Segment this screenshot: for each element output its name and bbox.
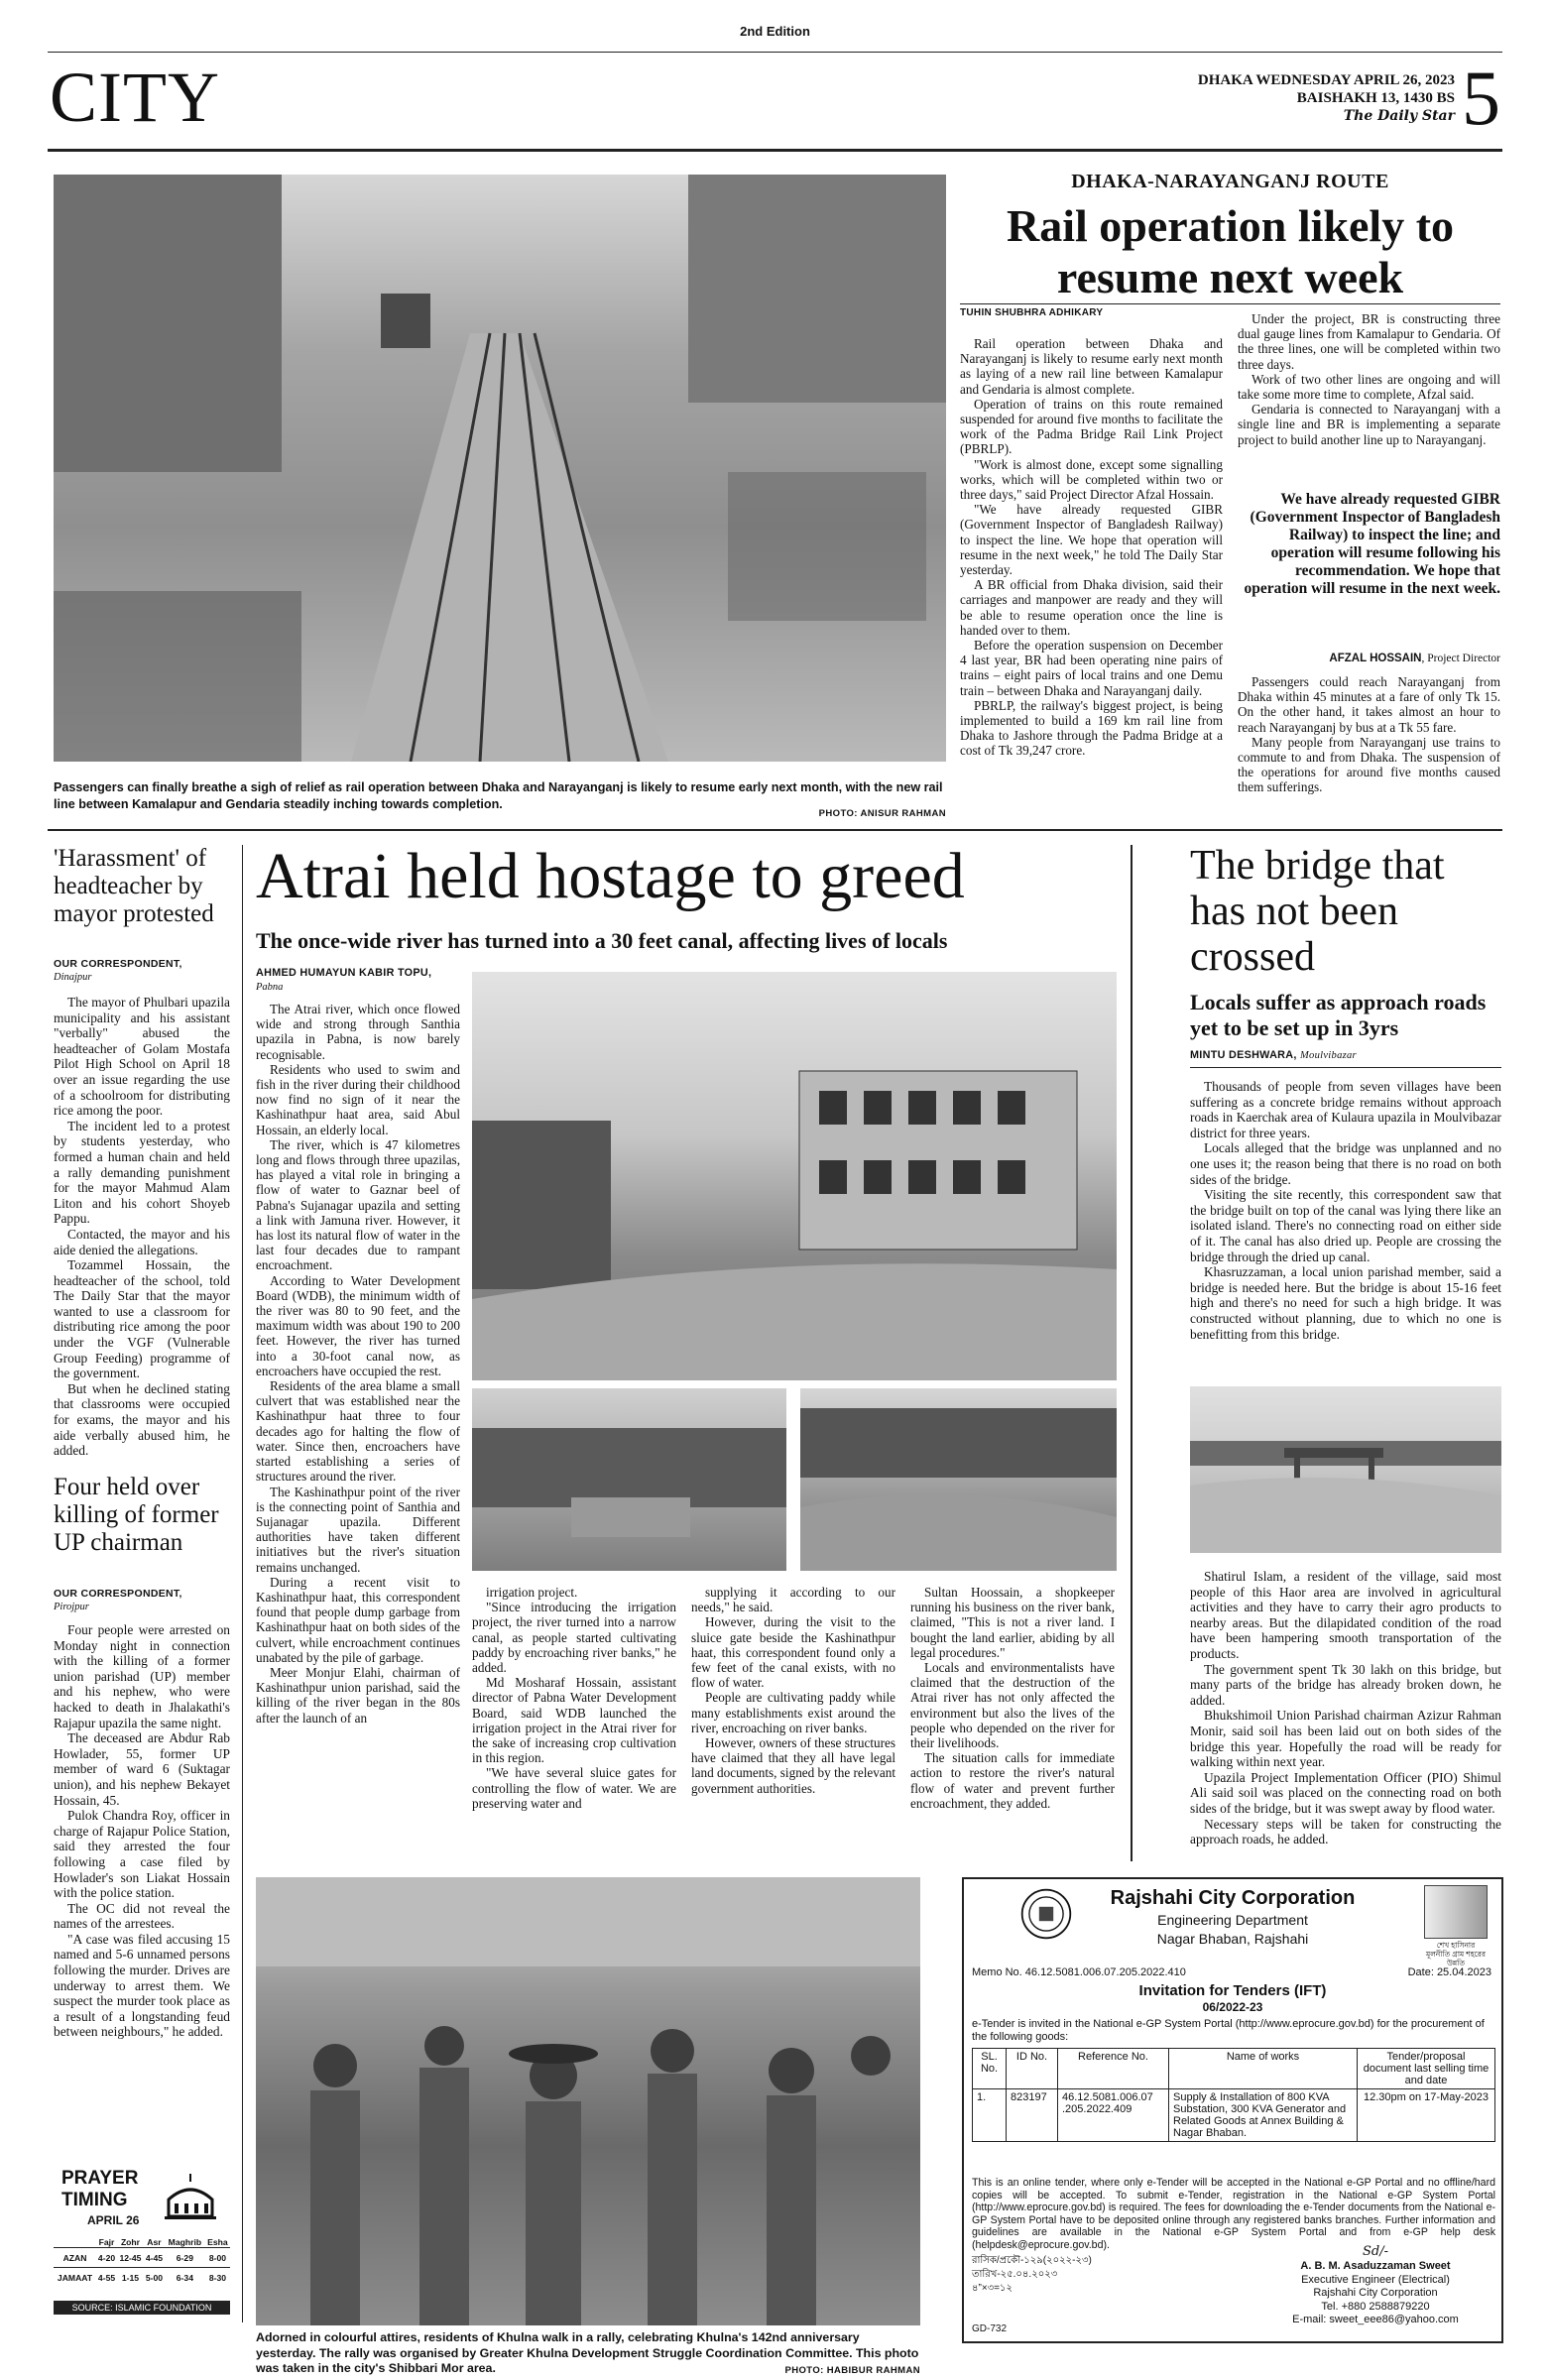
paragraph: Sultan Hoossain, a shopkeeper running his business on the river bank, claimed, "This is not a river land. I bought the land earlier, abiding by all legal procedures." [910, 1585, 1115, 1660]
paragraph: The incident led to a protest by students yesterday, who formed a human chain and held a rally demanding punishment for the mayor Mahmud Alam Liton and his cohort Shoyeb Pappu. [54, 1118, 230, 1227]
rail-headline: Rail operation likely to resume next week [1006, 200, 1455, 302]
tender-table [972, 2048, 1495, 2142]
prayer-cell: JAMAAT [57, 2272, 93, 2283]
tender-th: ID No. [1007, 2049, 1058, 2089]
paragraph: Tozammel Hossain, the headteacher of the school, told The Daily Star that the mayor wanted to use a classroom for distributing rice among the poor under the VGF (Vulnerable Group Feeding) programme of the government. [54, 1257, 230, 1381]
paragraph: Md Mosharaf Hossain, assistant director of Pabna Water Development Board, said WDB launched the irrigation project in the Atrai river for the sake of increasing crop cultivation in this region. [472, 1675, 676, 1766]
paragraph: Work of two other lines are ongoing and will take some more time to complete, Afzal said. [1238, 371, 1500, 403]
prayer-cell: AZAN [62, 2252, 87, 2263]
paragraph: Upazila Project Implementation Officer (PIO) Shimul Ali said soil was placed on the connecting road on both sides of the bridge, but it was swept away by flood water. [1190, 1769, 1501, 1816]
paragraph: Locals alleged that the bridge was unplanned and no one uses it; the reason being that there is no road on both sides of the bridge. [1190, 1140, 1501, 1187]
prayer-th: Fajr [98, 2237, 115, 2247]
tender-number: 06/2022-23 [1202, 2000, 1263, 2014]
header-top-rule [48, 52, 1502, 53]
rail-photo-credit: PHOTO: ANISUR RAHMAN [818, 808, 946, 819]
bridge-place: Moulvibazar [1299, 1050, 1357, 1061]
killing-headline: Four held over killing of former UP chairman [54, 1474, 219, 1556]
atrai-main-scene [472, 972, 1117, 1380]
tender-footer-text: This is an online tender, where only e-Tender will be accepted in the National e-GP Portal and no offline/hard copies will be accepted. To submit e-Tender, registration in the National e-GP System Portal (http://www.eprocure.gov.bd) is required. The fees for downloading the e-Tender documents from the National e-GP System Portal have to be deposited online through any registered banks branches. Further information and guidelines are available in the National e-GP System Portal and from e-GP help desk (helpdesk@eprocure.gov.bd). [972, 2177, 1495, 2251]
prayer-cell: 6-34 [176, 2272, 193, 2283]
atrai-left-scene [472, 1388, 786, 1571]
bridge-headline: The bridge that has not been crossed [1190, 843, 1445, 980]
killing-place: Pirojpur [54, 1602, 89, 1612]
bridge-author: MINTU DESHWARA, [1190, 1049, 1297, 1061]
atrai-right-scene [800, 1388, 1117, 1571]
quote-name: AFZAL HOSSAIN [1329, 653, 1422, 664]
signer-org: Rajshahi City Corporation [1313, 2287, 1438, 2299]
rail-column-2b [1238, 674, 1500, 795]
tender-cell: Supply & Installation of 800 KVA Substation, 300 KVA Generator and Related Goods at Annex Building & Nagar Bhaban. [1169, 2089, 1358, 2142]
rail-quote-attribution [1238, 653, 1500, 664]
prayer-cell: 4-20 [97, 2252, 116, 2263]
bridge-scene [1190, 1386, 1501, 1553]
signer-title: Executive Engineer (Electrical) [1301, 2273, 1450, 2286]
prayer-title-2: TIMING [61, 2190, 128, 2210]
paragraph: The Atrai river, which once flowed wide and strong through Santhia upazila in Pabna, is now barely recognisable. [256, 1002, 460, 1062]
atrai-column-3 [691, 1585, 895, 1796]
paragraph: "We have several sluice gates for controlling the flow of water. We are preserving water and [472, 1765, 676, 1811]
tender-signature: Sd/- [1363, 2244, 1388, 2259]
paragraph: The situation calls for immediate action to restore the river's natural flow of water and prevent further encroachment, they added. [910, 1750, 1115, 1811]
tender-signer-block [1261, 2260, 1490, 2327]
tender-th: Reference No. [1058, 2049, 1169, 2089]
bangla-ref-3: ৪”×৩=১২ [972, 2283, 1013, 2294]
header-bottom-rule [48, 149, 1502, 152]
paragraph: "Since introducing the irrigation project, the river turned into a narrow canal, as people started cultivating paddy by encroaching river banks," he added. [472, 1600, 676, 1676]
rail-photo-caption: Passengers can finally breathe a sigh of relief as rail operation between Dhaka and Narayanganj is likely to resume early next month, with the new rail line between Kamalapur and Gendaria steadily inching towards completion. [54, 780, 943, 811]
prayer-cell: 12-45 [119, 2252, 142, 2263]
harass-headline: 'Harassment' of headteacher by mayor protested [54, 845, 214, 927]
tender-code: GD-732 [972, 2323, 1008, 2334]
paragraph: PBRLP, the railway's biggest project, is being implemented to build a 169 km rail line from Dhaka to Jashore through the Padma Bridge at a cost of Tk 39,247 crore. [960, 697, 1223, 759]
pm-caption: শেখ হাসিনার মূলনীতি গ্রাম শহরের উন্নতি [1426, 1941, 1486, 1967]
prayer-box [54, 2168, 230, 2317]
bridge-photo [1190, 1386, 1501, 1553]
prayer-th: Asr [147, 2237, 162, 2247]
section-title: CITY [50, 58, 220, 137]
prayer-cell: 1-15 [121, 2272, 140, 2283]
dateline-bangla: BAISHAKH 13, 1430 BS [1296, 90, 1455, 106]
bridge-body-1 [1190, 1079, 1501, 1342]
paragraph: Residents of the area blame a small culvert that was established near the Kashinathpur haat three to four decades ago for halting the flow of water. Since then, encroachers have started establishing a series of structures around the river. [256, 1378, 460, 1485]
paragraph: A BR official from Dhaka division, said their carriages and manpower are ready and they will be able to resume operation once the line is handed over to them. [960, 577, 1223, 638]
rail-kicker: DHAKA-NARAYANGANJ ROUTE [1071, 171, 1389, 192]
rail-column-1 [960, 336, 1223, 759]
atrai-byline: AHMED HUMAYUN KABIR TOPU, [256, 967, 432, 979]
prayer-th: Esha [207, 2237, 228, 2247]
prayer-azan-row [54, 2248, 230, 2268]
paragraph: Four people were arrested on Monday night in connection with the killing of a former union parishad (UP) member and his nephew, who were hacked to death in Jhalakathi's Rajapur upazila the same night. [54, 1622, 230, 1730]
tender-bangla-ref [972, 2254, 1092, 2296]
prayer-th: Zohr [120, 2237, 141, 2247]
prayer-table [54, 2237, 230, 2288]
prayer-cell: 6-29 [176, 2252, 193, 2263]
prayer-cell: 4-45 [145, 2252, 164, 2263]
paragraph: During a recent visit to Kashinathpur haat, this correspondent found that people dump garbage from Kashinathpur haat on both sides of the culvert, while encroachment continues unabated by the pile of garbage. [256, 1574, 460, 1665]
prayer-date: APRIL 26 [87, 2213, 140, 2227]
paragraph: The mayor of Phulbari upazila municipality and his assistant "verbally" abused the headteacher of Golam Mostafa Pilot High School on April 18 over an issue regarding the use of a schoolroom for distributing rice among the poor. [54, 995, 230, 1119]
tender-org: Rajshahi City Corporation [1110, 1887, 1356, 1909]
paragraph: Meer Monjur Elahi, chairman of Kashinathpur union parishad, said the killing of the river began in the 80s after the launch of an [256, 1664, 460, 1726]
dateline [1198, 71, 1455, 125]
mid-section-rule [48, 829, 1502, 831]
paragraph: Shatirul Islam, a resident of the village, said most people of this Haor area are involved in agricultural activities and they have to carry their agro products to nearby areas. But the dilapidated condition of the road have been hampering smooth transportation of the products. [1190, 1569, 1501, 1661]
prayer-cell: 4-55 [97, 2272, 116, 2283]
atrai-photo-right [800, 1388, 1117, 1571]
atrai-headline: Atrai held hostage to greed [256, 840, 965, 912]
paragraph: "A case was filed accusing 15 named and 5-6 unnamed persons following the murder. Drives are underway to arrest them. We suspect the murder took place as a result of a longstanding feud between neighbours," he added. [54, 1931, 230, 2040]
paragraph: Necessary steps will be taken for constructing the approach roads, he added. [1190, 1816, 1501, 1847]
paragraph: "Work is almost done, except some signalling works, which will be completed within two or three days," said Project Director Afzal Hossain. [960, 456, 1223, 503]
paragraph: irrigation project. [486, 1585, 578, 1600]
bridge-subhead: Locals suffer as approach roads yet to be set up in 3yrs [1190, 990, 1487, 1040]
rail-byline: TUHIN SHUBHRA ADHIKARY [960, 307, 1104, 318]
tender-memo: Memo No. 46.12.5081.006.07.205.2022.410 [972, 1966, 1186, 1978]
killing-body [54, 1622, 230, 2040]
masthead-logo: The Daily Star [1343, 108, 1455, 124]
paragraph: Locals and environmentalists have claimed that the destruction of the Atrai river has not only affected the environment but also the lives of the people who depended on the river for their livelihoods. [910, 1660, 1115, 1751]
paragraph: Residents who used to swim and fish in the river during their childhood now find no sign of it near the Kashinathpur haat area, said Abul Hossain, an elderly local. [256, 1061, 460, 1137]
paragraph: Under the project, BR is constructing three dual gauge lines from Kamalapur to Gendaria. Of the three lines, one will be completed within two three days. [1238, 311, 1500, 372]
khulna-caption: Adorned in colourful attires, residents of Khulna walk in a rally, celebrating Khulna's 142nd anniversary yesterday. The rally was organised by Greater Khulna Development Struggle Coordination Committee. This photo was taken in the city's Shibbari Mor area. [256, 2330, 919, 2375]
paragraph: Operation of trains on this route remained suspended for around five months to facilitate the work of the Padma Bridge Rail Link Project (PBRLP). [960, 396, 1223, 457]
harass-body [54, 995, 230, 1459]
paragraph: People are cultivating paddy while many establishments exist around the river, encroaching on river banks. [691, 1690, 895, 1735]
paragraph: Contacted, the mayor and his aide denied the allegations. [54, 1226, 230, 1257]
tender-data-row [973, 2089, 1495, 2142]
rail-pullquote: We have already requested GIBR (Government Inspector of Bangladesh Railway) to inspect the line; and operation will resume following his recommendation. We hope that operation will resume in the next week. [1244, 491, 1500, 597]
edition-label: 2nd Edition [740, 24, 810, 39]
paragraph: "We have already requested GIBR (Government Inspector of Bangladesh Railway) to inspect the line. We hope that operation will resume in the next week," he told The Daily Star yesterday. [960, 502, 1223, 578]
bangla-ref-2: তারিখ-২৫.০৪.২০২৩ [972, 2269, 1058, 2280]
prayer-header-row [54, 2237, 230, 2248]
tender-intro: e-Tender is invited in the National e-GP System Portal (http://www.eprocure.gov.bd) for the procurement of the following goods: [972, 2018, 1485, 2043]
prayer-source: SOURCE: ISLAMIC FOUNDATION [54, 2301, 230, 2315]
prayer-jamaat-row [54, 2268, 230, 2288]
killing-byline: OUR CORRESPONDENT, [54, 1588, 182, 1600]
harass-place: Dinajpur [54, 972, 92, 983]
atrai-column-1 [256, 1002, 460, 1726]
rail-photo-scene [54, 175, 946, 762]
paragraph: Rail operation between Dhaka and Narayanganj is likely to resume early next month as laying of a new rail line between Kamalapur and Gendaria is almost complete. [960, 336, 1223, 397]
tender-address: Nagar Bhaban, Rajshahi [1156, 1931, 1309, 1947]
rail-head-rule [960, 303, 1500, 304]
paragraph: Many people from Narayanganj use trains to commute to and from Dhaka. The suspension of the operations for around five months caused them sufferings. [1238, 734, 1500, 795]
signer-email: E-mail: sweet_eee86@yahoo.com [1292, 2314, 1459, 2325]
tender-cell: 46.12.5081.006.07 .205.2022.409 [1058, 2089, 1169, 2142]
tender-cell: 1. [973, 2089, 1007, 2142]
paragraph: Thousands of people from seven villages have been suffering as a concrete bridge remains without approach roads in Kaerchak area of Kulaura upazila in Moulvibazar district for three years. [1190, 1079, 1501, 1140]
paragraph: Gendaria is connected to Narayanganj with a single line and BR is implementing a separate project to build another line up to Narayanganj. [1238, 402, 1500, 447]
paragraph: Khasruzzaman, a local union parishad member, said a bridge is needed here. But the bridge is about 15-16 feet high and there's no need for such a high bridge. It was constructed without planning, due to which no one is benefitting from this bridge. [1190, 1264, 1501, 1342]
atrai-photo-left [472, 1388, 786, 1571]
atrai-column-4 [910, 1585, 1115, 1811]
atrai-column-2 [472, 1585, 676, 1811]
tender-th: Tender/proposal document last selling time and date [1358, 2049, 1495, 2089]
tender-th: SL. No. [973, 2049, 1007, 2089]
prayer-title-1: PRAYER [61, 2168, 139, 2189]
paragraph: However, during the visit to the sluice gate beside the Kashinathpur haat, this correspondent found only a few feet of the canal exists, with no flow of water. [691, 1614, 895, 1691]
signer-name: A. B. M. Asaduzzaman Sweet [1300, 2260, 1451, 2272]
bridge-body-2 [1190, 1569, 1501, 1847]
khulna-photo [256, 1877, 920, 2325]
dateline-date: DHAKA WEDNESDAY APRIL 26, 2023 [1197, 72, 1455, 88]
tender-date: Date: 25.04.2023 [1407, 1966, 1491, 1978]
signer-tel: Tel. +880 2588879220 [1321, 2300, 1430, 2313]
paragraph: Bhukshimoil Union Parishad chairman Azizur Rahman Monir, said soil has been laid out on both sides of the bridge this year. Hopefully the road will be ready for walking within next year. [1190, 1708, 1501, 1770]
prayer-th: Maghrib [168, 2237, 202, 2247]
paragraph: Before the operation suspension on December 4 last year, BR had been operating nine pairs of trains – eight pairs of local trains and one Demu train – between Dhaka and Narayanganj daily. [960, 638, 1223, 698]
bangla-ref-1: রাসিক/প্রকৌ-১২৯(২০২২-২৩) [972, 2255, 1092, 2266]
rail-photo [54, 175, 946, 762]
tender-dept: Engineering Department [1157, 1912, 1308, 1928]
tender-header-row [973, 2049, 1495, 2089]
atrai-place: Pabna [256, 982, 284, 993]
tender-th: Name of works [1169, 2049, 1358, 2089]
paragraph: The OC did not reveal the names of the arrestees. [54, 1900, 230, 1932]
tender-cell: 823197 [1007, 2089, 1058, 2142]
paragraph: But when he declined stating that classrooms were occupied for exams, the mayor and his aide verbally abused him, he added. [54, 1380, 230, 1459]
paragraph: Pulok Chandra Roy, officer in charge of Rajapur Police Station, said they arrested the four following a case filed by Howlader's son Liakat Hossain with the police station. [54, 1808, 230, 1901]
prayer-cell: 5-00 [145, 2272, 164, 2283]
left-col-divider [242, 845, 243, 2322]
tender-title: Invitation for Tenders (IFT) [1138, 1982, 1327, 1999]
atrai-subhead: The once-wide river has turned into a 30 feet canal, affecting lives of locals [256, 928, 948, 953]
atrai-main-photo [472, 972, 1117, 1380]
paragraph: The government spent Tk 30 lakh on this bridge, but many parts of the bridge has already broken down, he added. [1190, 1661, 1501, 1708]
khulna-credit: PHOTO: HABIBUR RAHMAN [784, 2365, 920, 2376]
tender-ad [962, 1877, 1503, 2343]
prayer-cell: 8-30 [208, 2272, 227, 2283]
quote-title: , Project Director [1421, 653, 1500, 664]
tender-cell: 12.30pm on 17-May-2023 [1358, 2089, 1495, 2142]
pm-portrait [1424, 1885, 1488, 1939]
bridge-byline-rule [1190, 1067, 1501, 1068]
rail-column-2a [1238, 311, 1500, 447]
paragraph: The deceased are Abdur Rab Howlader, 55, former UP member of ward 6 (Suktagar union), and his nephew Bekayet Hossain, 45. [54, 1730, 230, 1808]
paragraph: However, owners of these structures have claimed that they all have legal land documents, signed by the relevant government authorities. [691, 1735, 895, 1796]
right-col-divider [1131, 845, 1133, 1861]
bridge-byline [1190, 1049, 1357, 1061]
prayer-th [54, 2237, 96, 2248]
khulna-scene [256, 1877, 920, 2325]
paragraph: supplying it according to our needs," he said. [691, 1585, 895, 1615]
page-number: 5 [1462, 55, 1500, 141]
paragraph: The river, which is 47 kilometres long and flows through three upazilas, has played a vital role in bringing a flow of water to Gaznar beel of Pabna's Sujanagar upazila and setting a link with Jamuna river. However, it has lost its natural flow of water in the last four decades due to rampant encroachment. [256, 1136, 460, 1273]
paragraph: Passengers could reach Narayanganj from Dhaka within 45 minutes at a fare of only Tk 15. On the other hand, it takes almost an hour to reach Narayanganj by bus at a Tk 55 fare. [1238, 674, 1500, 735]
harass-byline: OUR CORRESPONDENT, [54, 958, 182, 970]
mosque-icon [161, 2172, 220, 2221]
paragraph: The Kashinathpur point of the river is the connecting point of Santhia and Sujanagar upazila. Different authorities have taken different initiatives but the river's situation remains unchanged. [256, 1484, 460, 1575]
paragraph: According to Water Development Board (WDB), the minimum width of the river was 80 to 90 feet, and the maximum width was about 190 to 200 feet. However, the river has turned into a 30-foot canal now, as encroachers have occupied the rest. [256, 1272, 460, 1378]
paragraph: Visiting the site recently, this correspondent saw that the bridge built on top of the canal was lying there like an isolated island. There's no connecting road on either side of it. The canal has also dried up. People are crossing the bridge through the dried up canal. [1190, 1187, 1501, 1264]
prayer-cell: 8-00 [208, 2252, 227, 2263]
